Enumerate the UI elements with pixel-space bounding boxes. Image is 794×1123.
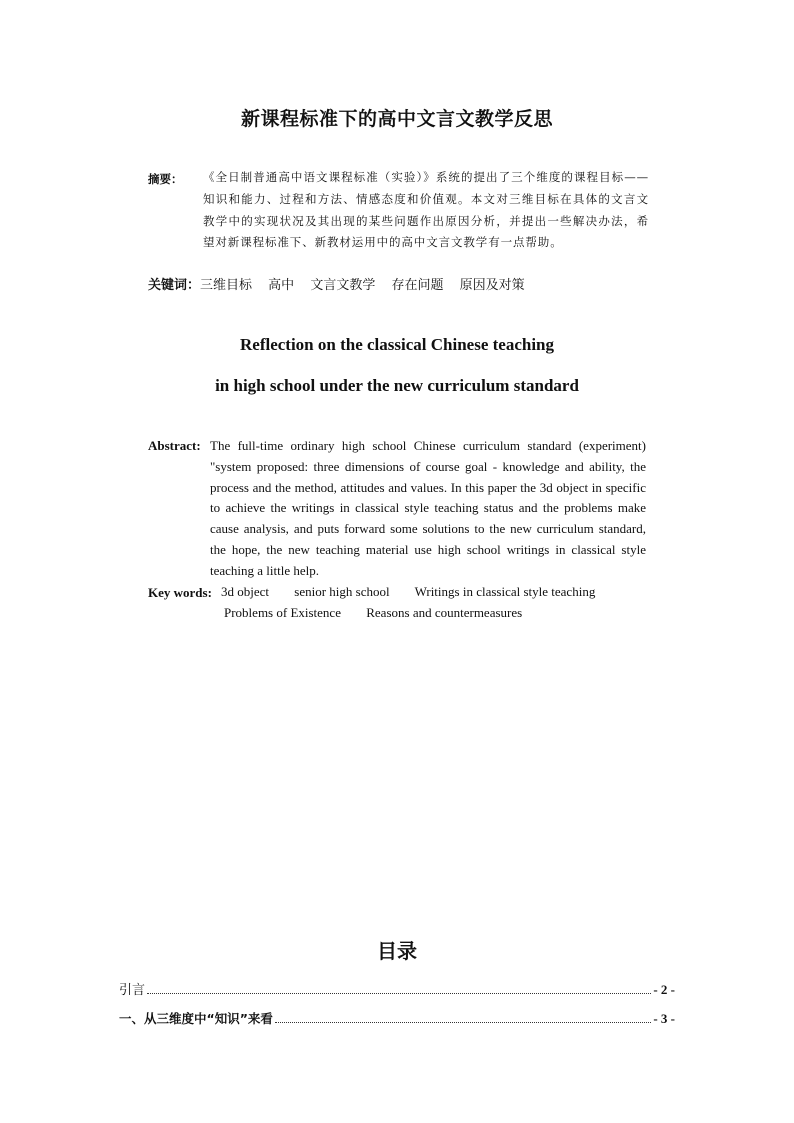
chinese-keywords-label: 关键词： xyxy=(148,278,201,293)
toc-entry[interactable] xyxy=(119,1009,675,1027)
english-title-line-2: in high school under the new curriculum standard xyxy=(215,376,579,395)
english-keywords-label: Key words: xyxy=(148,585,212,600)
english-keywords-line-2 xyxy=(224,605,544,621)
toc-leader-dots xyxy=(275,1021,651,1023)
english-keywords-line-1 xyxy=(221,584,617,600)
chinese-keyword: 原因及对策 xyxy=(459,278,525,293)
chinese-keyword: 三维目标 xyxy=(200,278,253,293)
toc-entry-page: - 3 - xyxy=(653,1011,675,1026)
toc-entry-label: 引言 xyxy=(119,983,146,998)
english-keyword: Problems of Existence xyxy=(224,605,341,620)
toc-leader-dots xyxy=(147,992,651,994)
english-abstract-text: The full-time ordinary high school Chinese curriculum standard (experiment) "system proposed: three dimensions of course goal - knowledge and ability, the process and the method, attitudes and values. In this paper the 3d object in specific to achieve the writings in classical style teaching status and the problems make cause analysis, and puts forward some solutions to the new curriculum standard, the hope, the new teaching material use high school writings in classical style teaching a little help. xyxy=(210,438,646,578)
chinese-keywords xyxy=(148,274,537,293)
english-keyword: Reasons and countermeasures xyxy=(366,605,523,620)
english-keyword: 3d object xyxy=(221,584,270,599)
english-abstract-label: Abstract: xyxy=(148,438,201,453)
toc-entry[interactable] xyxy=(119,979,675,998)
english-title-line-1: Reflection on the classical Chinese teaching xyxy=(240,335,554,354)
chinese-keyword: 文言文教学 xyxy=(310,278,376,293)
toc-entry-label: 一、从三维度中“知识”来看 xyxy=(119,1011,273,1026)
toc-entry-page: - 2 - xyxy=(653,982,675,997)
toc-title: 目录 xyxy=(377,939,417,963)
chinese-keyword: 高中 xyxy=(268,278,295,293)
english-keyword: senior high school xyxy=(294,584,390,599)
chinese-keyword: 存在问题 xyxy=(391,278,444,293)
chinese-abstract-label: 摘要： xyxy=(148,172,183,186)
chinese-abstract-text: 《全日制普通高中语文课程标准（实验）》系统的提出了三个维度的课程目标——知识和能力、过程和方法、情感态度和价值观。本文对三维目标在具体的文言文教学中的实现状况及其出现的某些问题作出原因分析，并提出一些解决办法，希望对新课程标准下、新教材运用中的高中文言文教学有一点帮助。 xyxy=(203,170,649,250)
english-keyword: Writings in classical style teaching xyxy=(414,584,596,599)
chinese-title: 新课程标准下的高中文言文教学反思 xyxy=(240,108,553,130)
